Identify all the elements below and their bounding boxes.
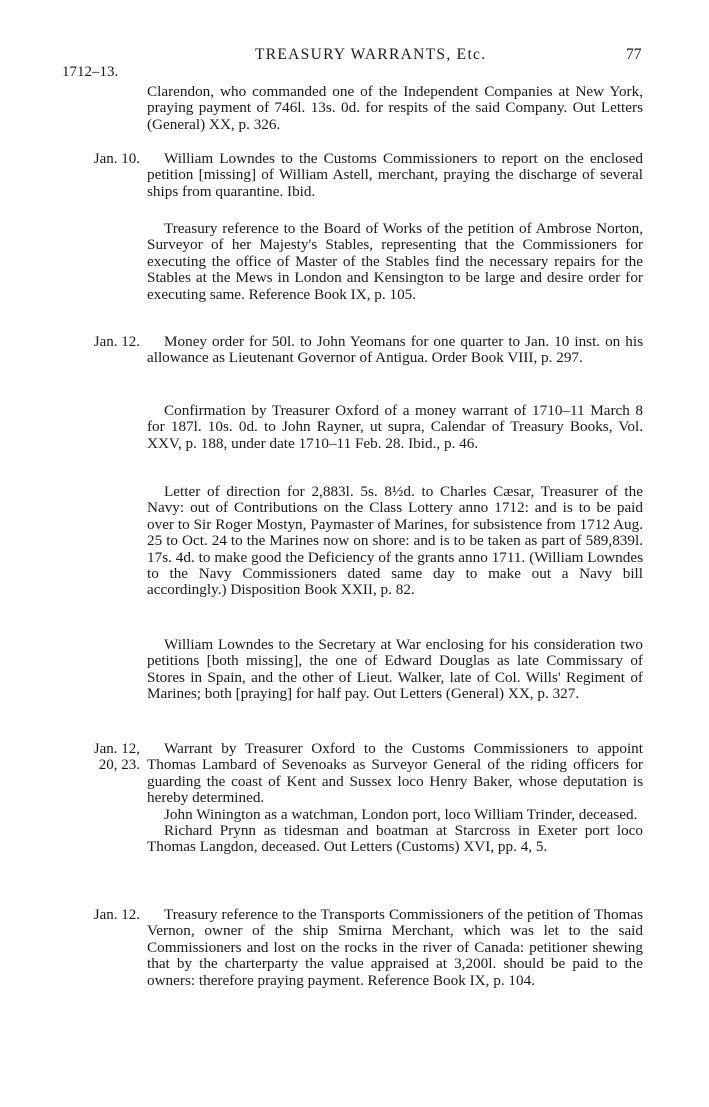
entry-paragraph: Confirmation by Treasurer Oxford of a money warrant of 1710–11 March 8 for 187l. 10s. 0d. to John Rayner, ut supra, Calendar of Treasury Books, Vol. XXV, p. 188, under date 1710–11 Feb. 28. Ibid., p. 46. bbox=[147, 402, 643, 452]
entry-date: Jan. 12. bbox=[93, 907, 140, 923]
entry-paragraph: Treasury reference to the Transports Commissioners of the petition of Thomas Vernon, owner of the ship Smirna Merchant, which was let to the said Commissioners and lost on the rocks in the river of Canada: petitioner shewing that by the charterparty the value appraised at 3,200l. should be paid to the owners: therefore praying payment. Reference Book IX, p. 104. bbox=[147, 906, 643, 989]
entry-paragraph: Clarendon, who commanded one of the Independent Companies at New York, praying payment of 746l. 13s. 0d. for respits of the said Company. Out Letters (General) XX, p. 326. bbox=[147, 83, 643, 133]
entry-paragraph: John Winington as a watchman, London port, loco William Trinder, deceased. bbox=[164, 805, 638, 823]
entry-date: Jan. 12. bbox=[93, 334, 140, 350]
entry-text bbox=[147, 151, 643, 200]
entry-paragraph: Money order for 50l. to John Yeomans for one quarter to Jan. 10 inst. on his allowance as Lieutenant Governor of Antigua. Order Book VIII, p. 297. bbox=[147, 333, 643, 367]
entry-text bbox=[147, 403, 643, 452]
page-header bbox=[0, 46, 709, 80]
entry-text bbox=[147, 484, 643, 599]
entry-paragraph: William Lowndes to the Customs Commissioners to report on the enclosed petition [missing] of William Astell, merchant, praying the discharge of several ships from quarantine. Ibid. bbox=[147, 150, 643, 200]
entry-date: Jan. 12, 20, 23. bbox=[93, 741, 140, 774]
entry-date: Jan. 10. bbox=[93, 151, 140, 167]
entry-text bbox=[147, 907, 643, 989]
page-number: 77 bbox=[626, 46, 642, 63]
entry-paragraph: Treasury reference to the Board of Works of the petition of Ambrose Norton, Surveyor of her Majesty's Stables, representing that the Commissioners for executing the office of Master of the Stables find the necessary repairs for the Stables at the Mews in London and Kensington to be large and desire order for executing same. Reference Book IX, p. 105. bbox=[147, 220, 643, 303]
entry-paragraph: Warrant by Treasurer Oxford to the Customs Commissioners to appoint Thomas Lambard of Sevenoaks as Surveyor General of the riding officers for guarding the coast of Kent and Sussex loco Henry Baker, whose deputation is hereby determined. bbox=[147, 740, 643, 807]
entry-text bbox=[147, 637, 643, 703]
entry-text bbox=[147, 221, 643, 303]
entry-text bbox=[147, 334, 643, 367]
entry-text bbox=[147, 84, 643, 133]
entry-paragraph: Richard Prynn as tidesman and boatman at Starcross in Exeter port loco Thomas Langdon, deceased. Out Letters (Customs) XVI, pp. 4, 5. bbox=[147, 822, 643, 856]
entry-paragraph: Letter of direction for 2,883l. 5s. 8½d. to Charles Cæsar, Treasurer of the Navy: out of Contributions on the Class Lottery anno 1712: and is to be paid over to Sir Roger Mostyn, Paymaster of Marines, for subsistence from 1712 Aug. 25 to Oct. 24 to the Marines now on shore: and is to be taken as part of 589,839l. 17s. 4d. to make good the Deficiency of the grants anno 1711. (William Lowndes to the Navy Commissioners dated same day to make out a Navy bill accordingly.) Disposition Book XXII, p. 82. bbox=[147, 483, 643, 599]
year-range: 1712–13. bbox=[62, 64, 119, 80]
entry-text bbox=[147, 741, 643, 856]
entry-paragraph: William Lowndes to the Secretary at War enclosing for his consideration two petitions [both missing], the one of Edward Douglas as late Commissary of Stores in Spain, and the other of Lieut. Walker, late of Col. Wills' Regiment of Marines; both [praying] for half pay. Out Letters (General) XX, p. 327. bbox=[147, 636, 643, 703]
running-title: TREASURY WARRANTS, Etc. bbox=[255, 46, 487, 63]
